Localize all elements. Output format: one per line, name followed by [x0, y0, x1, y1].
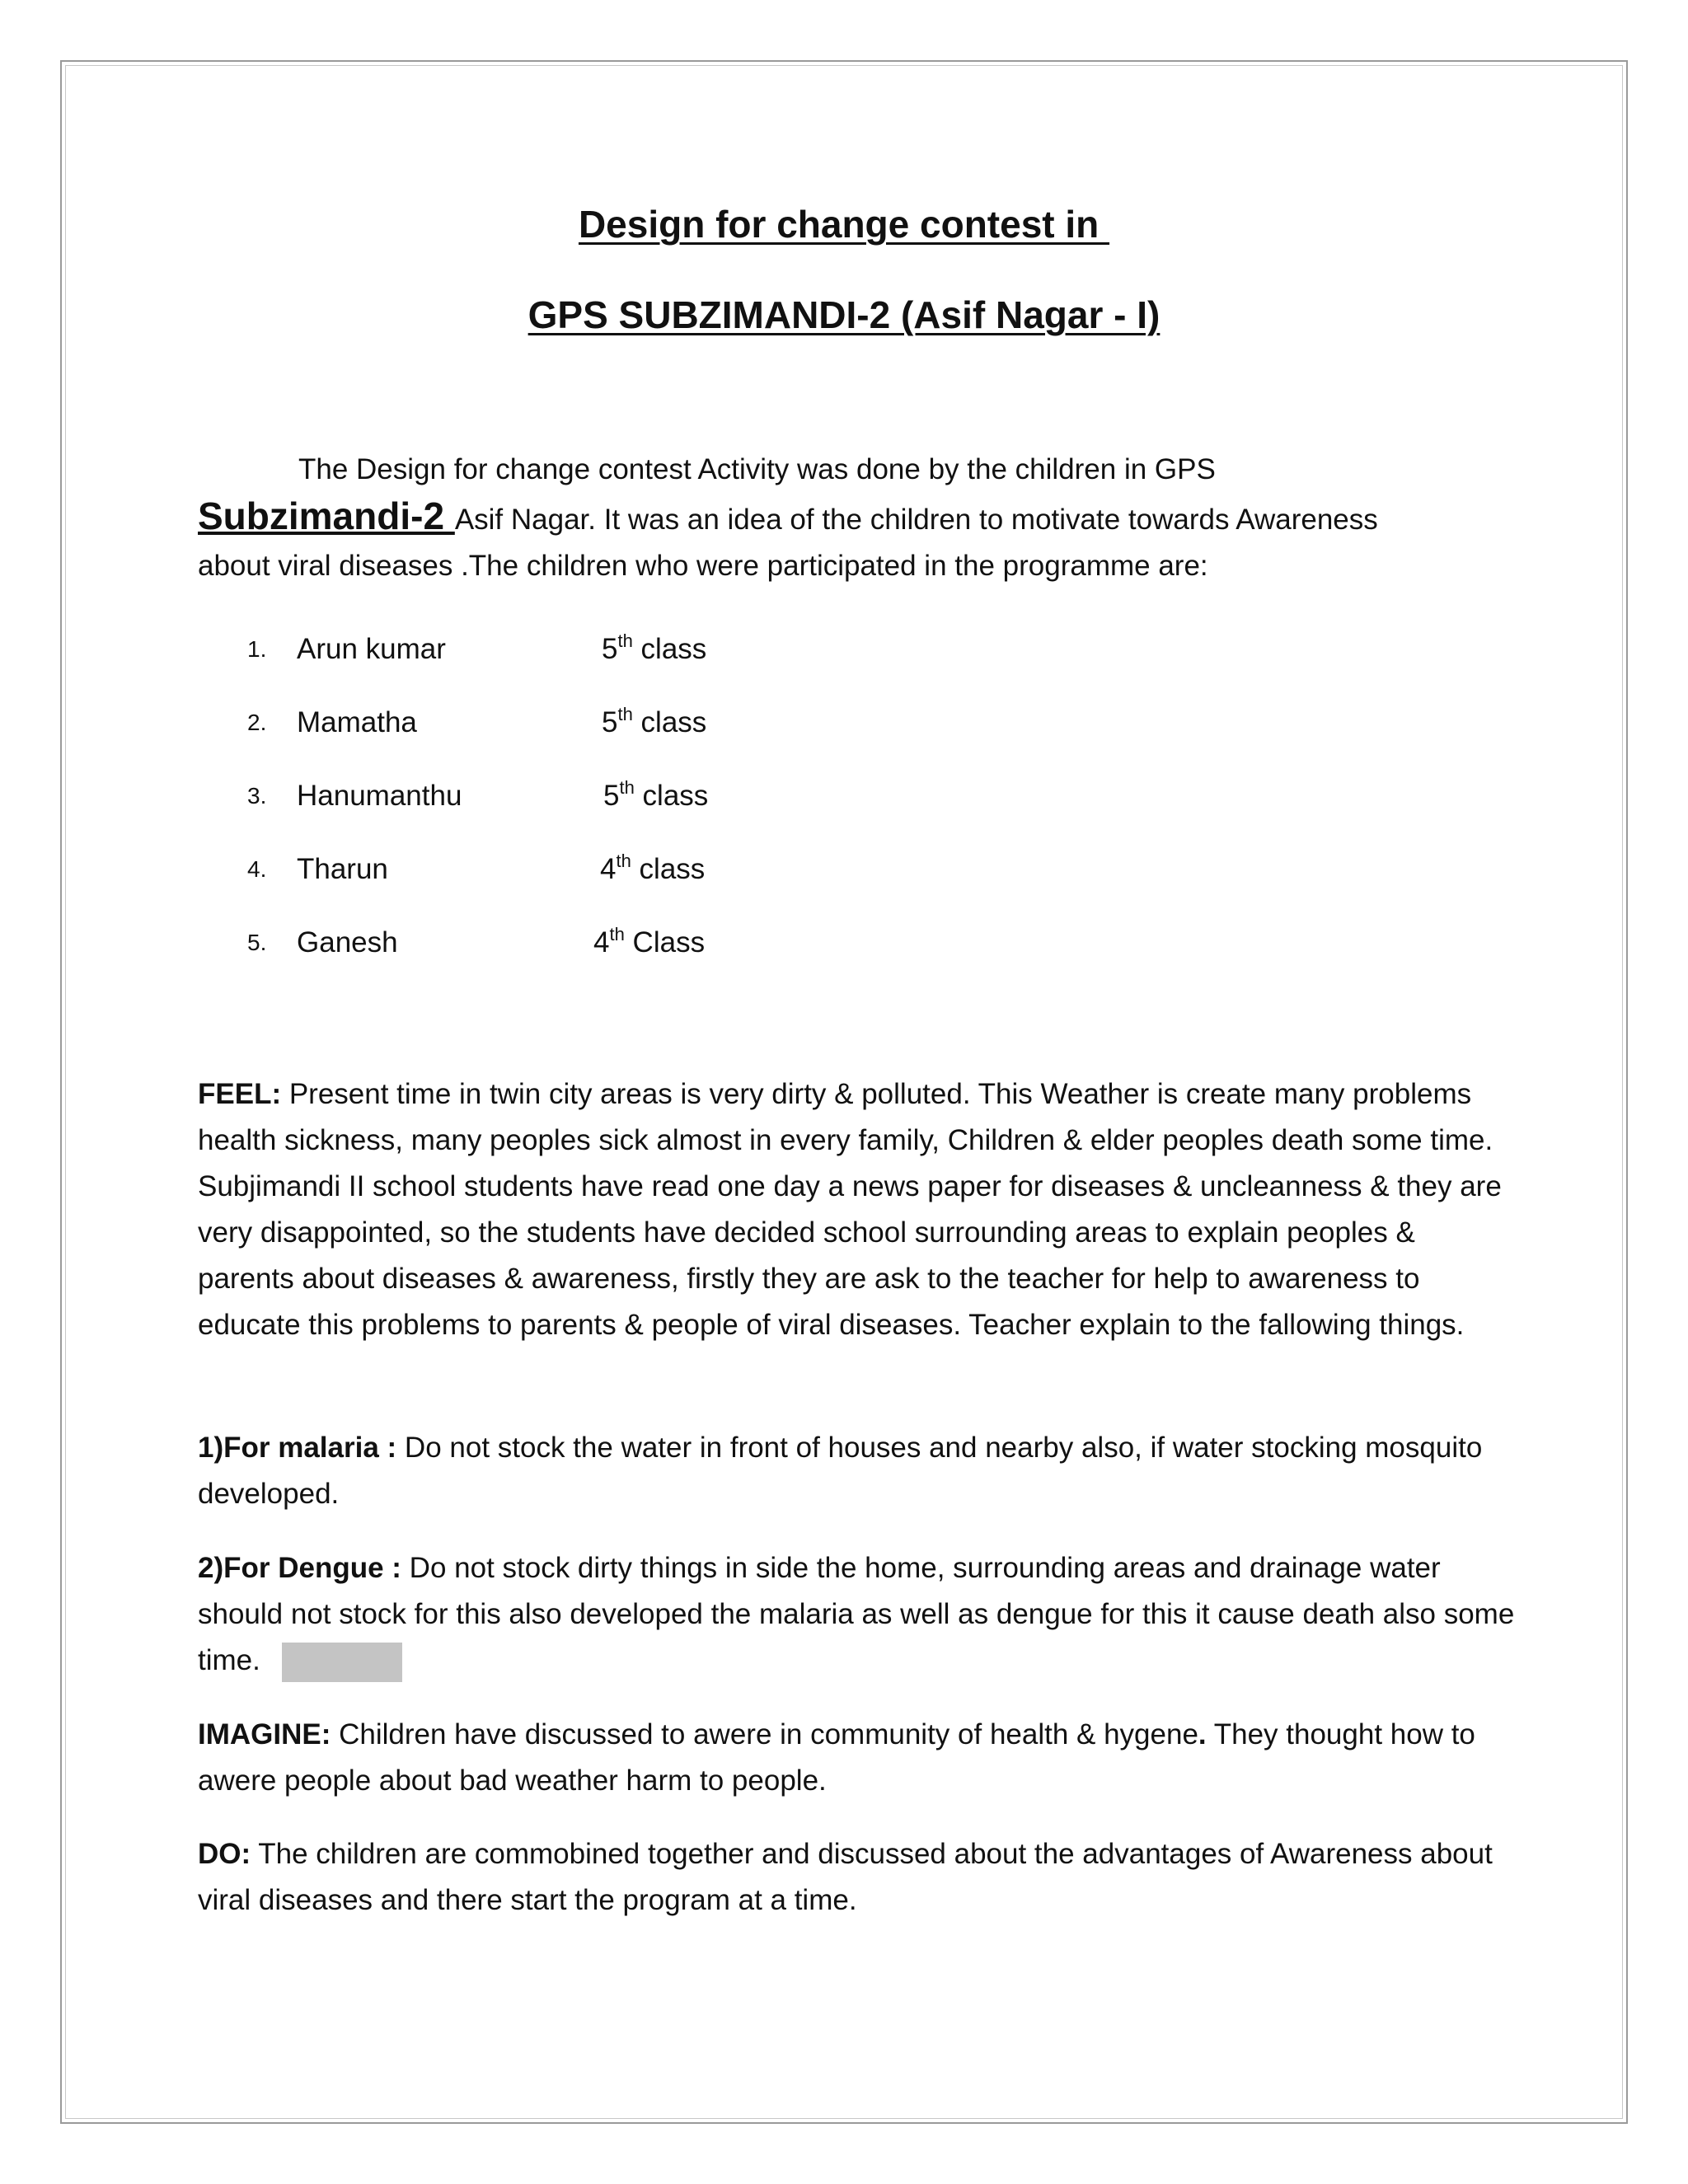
participant-name: Arun kumar: [297, 633, 446, 665]
do-text: The children are commobined together and discussed about the advantages of Awareness about viral diseases and there start the program at a time.: [198, 1838, 1493, 1916]
document-title-line2: GPS SUBZIMANDI-2 (Asif Nagar - I): [528, 293, 1160, 336]
dengue-label: 2)For Dengue :: [198, 1552, 401, 1584]
imagine-label: IMAGINE:: [198, 1718, 331, 1750]
imagine-period: .: [1198, 1718, 1207, 1750]
school-name: Subzimandi-2: [198, 494, 455, 537]
imagine-text: Children have discussed to awere in community of health & hygene: [331, 1718, 1198, 1750]
participant-name: Hanumanthu: [297, 780, 462, 812]
participant-class: 5th class: [602, 630, 707, 665]
malaria-label: 1)For malaria :: [198, 1432, 397, 1464]
imagine-paragraph: [198, 1712, 1517, 1804]
imagine-text2: They thought how to awere people about bad weather harm to people.: [198, 1718, 1475, 1797]
feel-label: FEEL:: [198, 1078, 282, 1110]
do-label: DO:: [198, 1838, 251, 1870]
participant-class: 5th class: [602, 704, 707, 738]
intro-line1: The Design for change contest Activity was done by the children in GPS: [298, 453, 1216, 485]
participant-name: Tharun: [297, 853, 388, 885]
intro-line3: about viral diseases .The children who were participated in the programme are:: [198, 550, 1208, 582]
redaction-box: [282, 1643, 402, 1682]
participant-name: Ganesh: [297, 926, 398, 958]
item-number: 2.: [247, 710, 267, 735]
item-number: 4.: [247, 856, 267, 882]
malaria-paragraph: [198, 1425, 1517, 1517]
intro-paragraph: [198, 447, 1508, 589]
intro-line2: [198, 493, 1508, 543]
item-number: 1.: [247, 636, 267, 662]
participant-class: 4th class: [600, 851, 706, 885]
dengue-text: Do not stock dirty things in side the home, surrounding areas and drainage water should not stock for this also developed the malaria as well as dengue for this it cause death also some time.: [198, 1552, 1515, 1676]
malaria-text: Do not stock the water in front of houses and nearby also, if water stocking mosquito developed.: [198, 1432, 1483, 1510]
intro-line2-rest: Asif Nagar. It was an idea of the children to motivate towards Awareness: [454, 504, 1378, 536]
item-number: 3.: [247, 783, 267, 808]
item-number: 5.: [247, 930, 267, 955]
feel-text: Present time in twin city areas is very dirty & polluted. This Weather is create many problems health sickness, many peoples sick almost in every family, Children & elder peoples death some time. Subjimandi II school students have read one day a news paper for diseases & uncleanness & they are very disappointed, so the students have decided school surrounding areas to explain peoples & parents about diseases & awareness, firstly they are ask to the teacher for help to awareness to educate this problems to parents & people of viral diseases. Teacher explain to the fallowing things.: [198, 1078, 1502, 1341]
document-title-line1: Design for change contest in: [578, 203, 1110, 246]
participant-name: Mamatha: [297, 706, 417, 738]
dengue-paragraph: [198, 1545, 1517, 1684]
do-paragraph: [198, 1831, 1517, 1924]
participant-class: 4th Class: [593, 924, 706, 958]
feel-paragraph: [198, 1071, 1517, 1348]
participant-class: 5th class: [603, 777, 709, 812]
